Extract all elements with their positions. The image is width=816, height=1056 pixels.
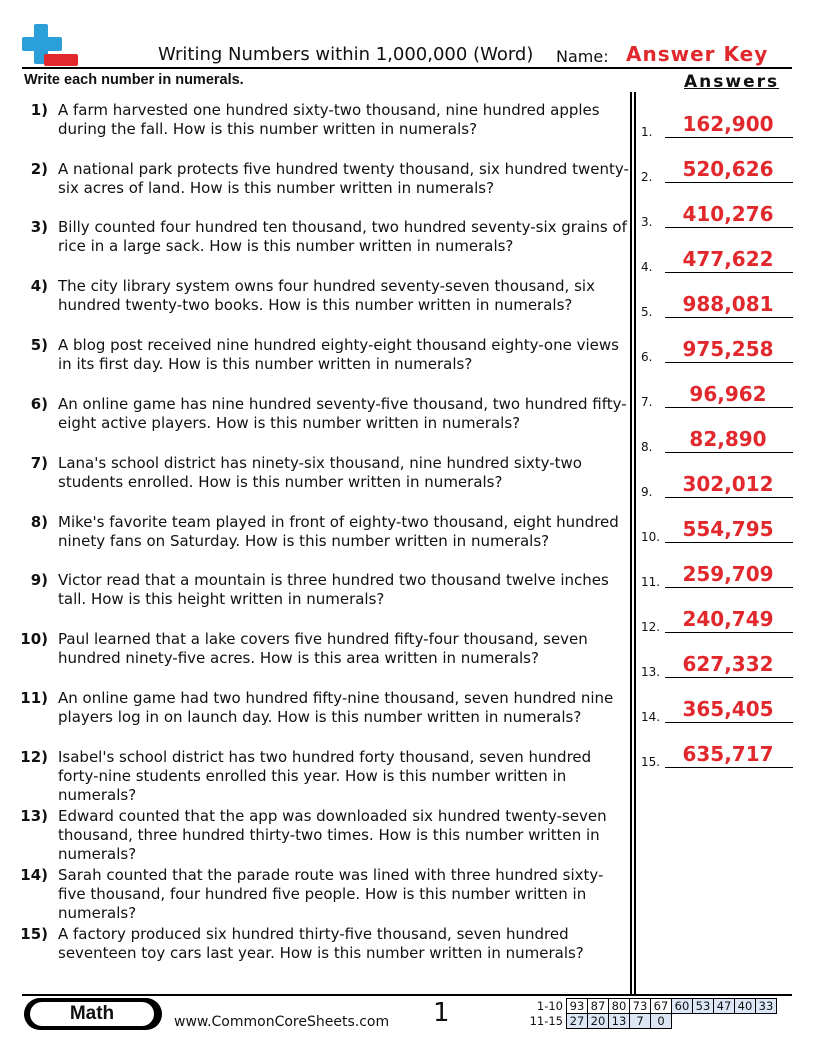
score-cell: 7 [630,1014,651,1029]
question-text: Isabel's school district has two hundred forty thousand, seven hundred forty-nine students enrolled this year. How is this number written in numerals? [58,748,592,804]
answer-value: 635,717 [682,742,774,766]
score-row-label: 1-10 [536,999,563,1013]
answer-value: 520,626 [682,157,774,181]
score-cell: 27 [567,1014,588,1029]
question-text: Edward counted that the app was downloaded six hundred twenty-seven thousand, three hundred thirty-two times. How is this number written in numerals? [58,807,607,863]
score-cell: 33 [756,999,777,1014]
question-text: An online game has nine hundred seventy-five thousand, two hundred fifty-eight active players. How is this number written in numerals? [58,395,627,432]
question-number: 9) [30,571,48,589]
answer-line [665,362,793,363]
score-cell: 87 [588,999,609,1014]
question-text: Billy counted four hundred ten thousand, two hundred seventy-six grains of rice in a large sack. How is this number written in numerals? [58,218,627,255]
score-cell: 80 [609,999,630,1014]
answers-heading: Answers [684,72,780,92]
plus-minus-logo-icon [22,22,80,68]
score-cell: 47 [714,999,735,1014]
answer-line [665,452,793,453]
answer-item [641,413,793,453]
score-cell: 73 [630,999,651,1014]
question-text: Lana's school district has ninety-six thousand, nine hundred sixty-two students enrolled. How is this number written in numerals? [58,454,582,491]
answer-value: 627,332 [682,652,774,676]
question-number: 2) [30,160,48,178]
answer-item [641,683,793,723]
answer-line [665,677,793,678]
question-number: 4) [30,277,48,295]
answer-number: 10. [641,530,661,544]
answer-item [641,638,793,678]
answer-line [665,632,793,633]
answer-value: 365,405 [682,697,774,721]
score-cell: 53 [693,999,714,1014]
question-number: 15) [20,925,48,943]
answer-line [665,497,793,498]
answer-line [665,137,793,138]
question-number: 11) [20,689,48,707]
score-cell-empty [756,1014,777,1029]
question-number: 10) [20,630,48,648]
score-cell: 93 [567,999,588,1014]
answer-line [665,182,793,183]
answer-value: 82,890 [689,427,767,451]
footer-divider [22,994,792,996]
question-text: Victor read that a mountain is three hundred two thousand twelve inches tall. How is this height written in numerals? [58,571,609,608]
question-number: 5) [30,336,48,354]
score-cell: 40 [735,999,756,1014]
answer-item [641,143,793,183]
column-divider [630,92,632,994]
answer-value: 477,622 [682,247,774,271]
answer-line [665,227,793,228]
answer-line [665,272,793,273]
answer-number: 5. [641,305,653,319]
page-title: Writing Numbers within 1,000,000 (Word) [158,44,534,65]
answer-value: 96,962 [689,382,767,406]
answer-value: 410,276 [682,202,774,226]
answer-item [641,548,793,588]
column-divider [634,92,636,994]
answer-item [641,458,793,498]
answer-number: 13. [641,665,661,679]
answer-number: 3. [641,215,653,229]
answer-number: 1. [641,125,653,139]
answer-line [665,407,793,408]
subject-badge [24,998,162,1030]
answer-number: 14. [641,710,661,724]
answer-line [665,317,793,318]
answer-value: 975,258 [682,337,774,361]
question-number: 7) [30,454,48,472]
answer-item [641,368,793,408]
answer-line [665,587,793,588]
question-text: Mike's favorite team played in front of eighty-two thousand, eight hundred ninety fans on Saturday. How is this number written in numerals? [58,513,619,550]
answer-number: 2. [641,170,653,184]
score-row [526,999,777,1014]
score-cell: 67 [651,999,672,1014]
answer-item [641,278,793,318]
answer-number: 6. [641,350,653,364]
answer-number: 15. [641,755,661,769]
answer-item [641,188,793,228]
score-table [526,998,777,1029]
question-number: 14) [20,866,48,884]
question-text: The city library system owns four hundred seventy-seven thousand, six hundred twenty-two books. How is this number written in numerals? [58,277,595,314]
answer-line [665,767,793,768]
page-number: 1 [433,998,450,1028]
instructions: Write each number in numerals. [24,72,244,88]
answer-value: 259,709 [682,562,774,586]
answer-number: 12. [641,620,661,634]
question-text: An online game had two hundred fifty-nine thousand, seven hundred nine players log in on launch day. How is this number written in numerals? [58,689,614,726]
answer-item [641,233,793,273]
score-cell: 13 [609,1014,630,1029]
answer-value: 302,012 [682,472,774,496]
question-number: 3) [30,218,48,236]
answer-item [641,323,793,363]
answer-number: 4. [641,260,653,274]
answer-item [641,503,793,543]
question-number: 6) [30,395,48,413]
question-text: A national park protects five hundred twenty thousand, six hundred twenty-six acres of land. How is this number written in numerals? [58,160,629,197]
answer-number: 9. [641,485,653,499]
answer-item [641,98,793,138]
score-cell: 0 [651,1014,672,1029]
answer-number: 11. [641,575,661,589]
question-number: 8) [30,513,48,531]
question-text: Sarah counted that the parade route was lined with three hundred sixty-five thousand, four hundred five people. How is this number written in numerals? [58,866,604,922]
score-cell-empty [735,1014,756,1029]
header-divider [22,67,792,69]
question-number: 12) [20,748,48,766]
name-label: Name: [556,47,609,66]
answer-value: 240,749 [682,607,774,631]
answer-number: 8. [641,440,653,454]
answer-number: 7. [641,395,653,409]
score-row [526,1014,777,1029]
site-url: www.CommonCoreSheets.com [174,1014,390,1030]
score-cell-empty [693,1014,714,1029]
score-cell-empty [672,1014,693,1029]
question-text: A factory produced six hundred thirty-five thousand, seven hundred seventeen toy cars last year. How is this number written in numerals? [58,925,584,962]
answer-key-label: Answer Key [626,42,769,66]
answer-value: 988,081 [682,292,774,316]
question-number: 1) [30,101,48,119]
answer-value: 554,795 [682,517,774,541]
score-row-label: 11-15 [529,1014,563,1028]
score-cell: 60 [672,999,693,1014]
question-text: Paul learned that a lake covers five hundred fifty-four thousand, seven hundred ninety-five acres. How is this area written in numerals? [58,630,588,667]
score-cell: 20 [588,1014,609,1029]
answer-line [665,542,793,543]
answer-item [641,728,793,768]
answer-value: 162,900 [682,112,774,136]
question-text: A blog post received nine hundred eighty-eight thousand eighty-one views in its first day. How is this number written in numerals? [58,336,619,373]
answer-line [665,722,793,723]
question-number: 13) [20,807,48,825]
answer-item [641,593,793,633]
subject-label: Math [30,1002,154,1026]
question-text: A farm harvested one hundred sixty-two thousand, nine hundred apples during the fall. How is this number written in numerals? [58,101,600,138]
score-cell-empty [714,1014,735,1029]
